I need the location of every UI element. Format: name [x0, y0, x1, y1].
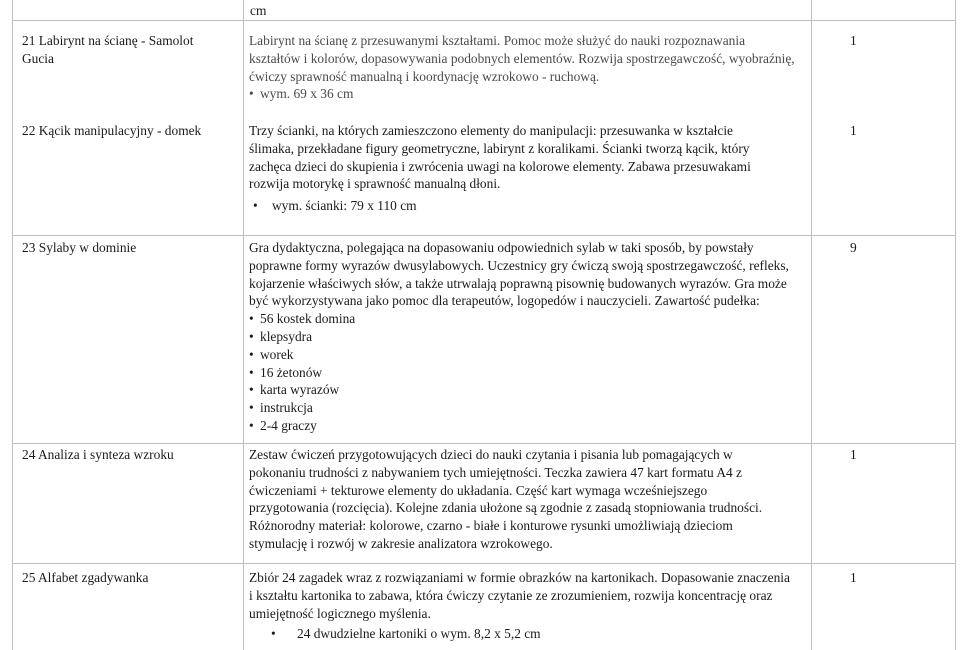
item-quantity: 1 [850, 33, 857, 48]
list-item: • instrukcja [249, 399, 797, 417]
item-description: Labirynt na ścianę z przesuwanymi kształtami. Pomoc może służyć do nauki rozpoznawania kształtów i kolorów, dopasowywania podobnych elementów. Rozwija spostrzegawczość, wyobraźnię, ćwiczy sprawność manualną i koordynację wzrokowo - ruchową. [249, 33, 795, 84]
column-divider [243, 0, 244, 650]
item-description-cell [249, 122, 769, 215]
detail-list [249, 85, 797, 103]
item-name: Analiza i synteza wzroku [38, 447, 174, 462]
row-divider [12, 443, 956, 444]
item-quantity: 1 [850, 570, 857, 585]
item-name: Labirynt na ścianę - Samolot Gucia [22, 33, 194, 66]
list-item: • 56 kostek domina [249, 310, 797, 328]
row-divider [12, 20, 956, 21]
item-quantity: 1 [850, 447, 857, 462]
row-number: 25 [22, 570, 36, 585]
item-description: Gra dydaktyczna, polegająca na dopasowaniu odpowiednich sylab w taki sposób, by powstały poprawne formy wyrazów dwusylabowych. Uczestnicy gry ćwiczą swoją spostrzegawczość, refleks, kojarzenie właściwych słów, a także utrwalają poprawną pisownię budowanych wyrazów. Gra może być wykorzystywana jako pomoc dla terapeutów, logopedów i nauczycieli. Zawartość pudełka: [249, 240, 789, 309]
table-row-number-name [22, 122, 222, 140]
table-row-number-name [22, 569, 222, 587]
item-description: Zestaw ćwiczeń przygotowujących dzieci do nauki czytania i pisania lub pomagających w pokonaniu trudności z nabywaniem tych umiejętności. Teczka zawiera 47 kart formatu A4 z ćwiczeniami + tekturowe elementy do układania. Część kart wymaga wcześniejszego przygotowania (rozcięcia). Kolejne zdania ułożone są zgodnie z zasadą stopniowania trudności. Różnorodny materiał: kolorowe, czarno - białe i konturowe rysunki umożliwiają dzieciom stymulację i rozwój w zakresie analizatora wzrokowego. [249, 447, 763, 551]
contents-list [249, 310, 797, 435]
detail-list [249, 197, 769, 215]
row-divider [12, 235, 956, 236]
row-divider [12, 563, 956, 564]
column-divider [12, 0, 13, 650]
column-divider [811, 0, 812, 650]
row-number: 21 [22, 33, 36, 48]
list-item: • wym. 69 x 36 cm [249, 85, 797, 103]
list-item: • worek [249, 346, 797, 364]
list-item: • 2-4 graczy [249, 417, 797, 435]
detail-list [249, 625, 797, 643]
item-description-cell [249, 32, 797, 103]
item-description-cell [249, 446, 769, 553]
item-quantity: 9 [850, 240, 857, 255]
item-description: Trzy ścianki, na których zamieszczono elementy do manipulacji: przesuwanka w kształcie ślimaka, przekładane figury geometryczne, labirynt z koralikami. Ścianki tworzą kącik, który zachęca dzieci do skupienia i zwrócenia uwagi na kolorowe elementy. Zabawa przesuwakami rozwija motorykę i sprawność manualną dłoni. [249, 123, 751, 192]
item-description-cell [249, 239, 797, 435]
list-item: • wym. ścianki: 79 x 110 cm [249, 197, 769, 215]
row-number: 24 [22, 447, 36, 462]
header-fragment: cm [250, 3, 267, 18]
row-number: 23 [22, 240, 36, 255]
table-row-number-name [22, 32, 222, 68]
item-name: Kącik manipulacyjny - domek [38, 123, 202, 138]
list-item: • karta wyrazów [249, 381, 797, 399]
list-item: • 24 dwudzielne kartoniki o wym. 8,2 x 5,2 cm [249, 625, 797, 643]
table-row-number-name [22, 446, 222, 464]
list-item: • 16 żetonów [249, 364, 797, 382]
item-name: Sylaby w dominie [38, 240, 137, 255]
row-number: 22 [22, 123, 36, 138]
table-row-number-name [22, 239, 222, 257]
column-divider [955, 0, 956, 650]
list-item: • klepsydra [249, 328, 797, 346]
item-quantity: 1 [850, 123, 857, 138]
item-description-cell [249, 569, 797, 643]
item-description: Zbiór 24 zagadek wraz z rozwiązaniami w formie obrazków na kartonikach. Dopasowanie znaczenia i kształtu kartonika to zabawa, która ćwiczy czytanie ze zrozumieniem, rozwija koncentrację oraz umiejętność logicznego myślenia. [249, 570, 790, 621]
item-name: Alfabet zgadywanka [38, 570, 149, 585]
